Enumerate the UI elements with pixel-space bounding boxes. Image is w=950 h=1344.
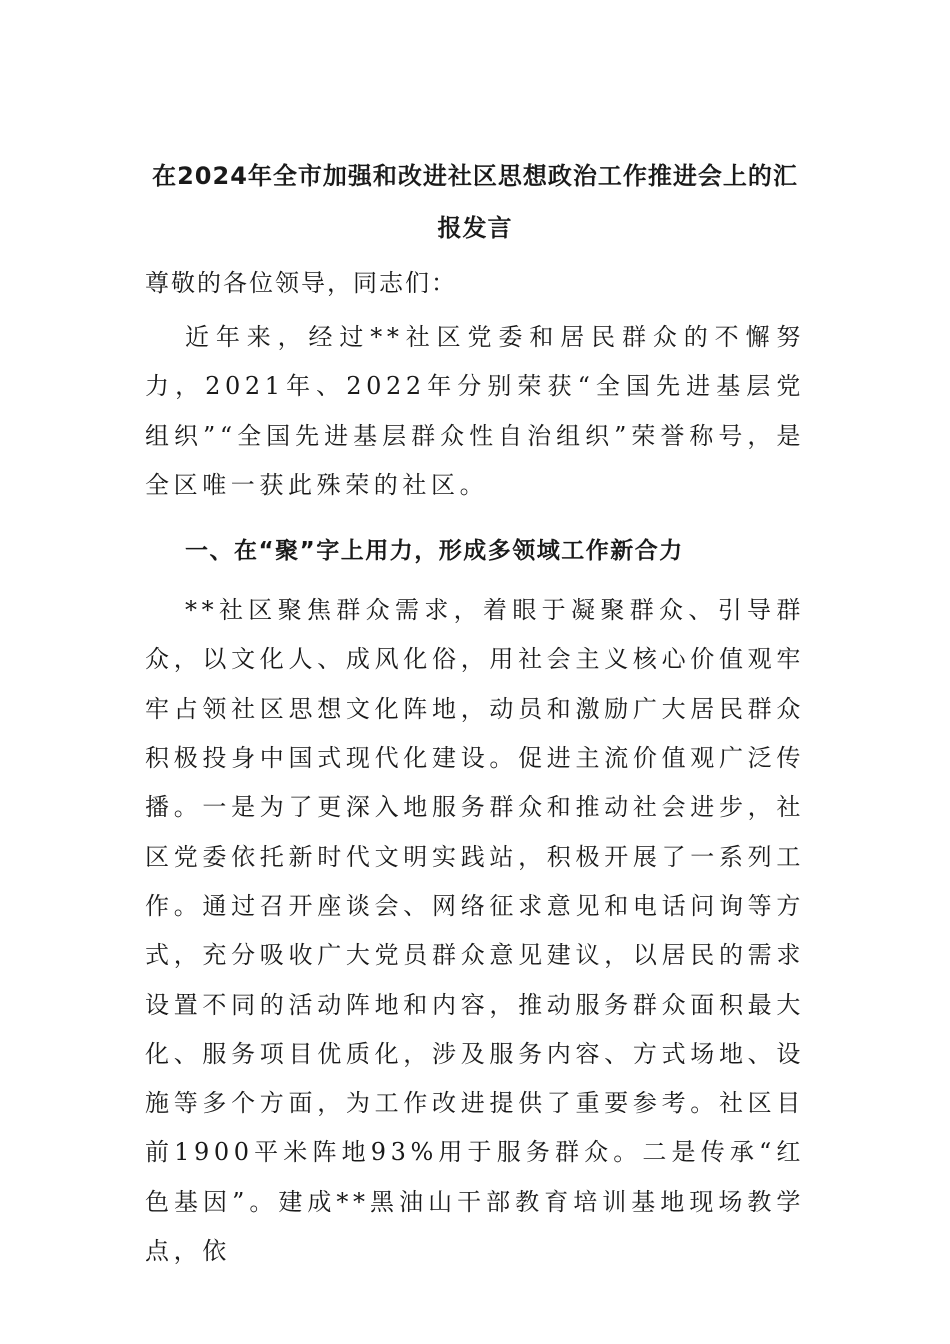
- body-paragraph: **社区聚焦群众需求，着眼于凝聚群众、引导群众，以文化人、成风化俗，用社会主义核心价值观牢牢占领社区思想文化阵地，动员和激励广大居民群众积极投身中国式现代化建设。促进主流价值观广泛传播。一是为了更深入地服务群众和推动社会进步，社区党委依托新时代文明实践站，积极开展了一系列工作。通过召开座谈会、网络征求意见和电话问询等方式，充分吸收广大党员群众意见建议，以居民的需求设置不同的活动阵地和内容，推动服务群众面积最大化、服务项目优质化，涉及服务内容、方式场地、设施等多个方面，为工作改进提供了重要参考。社区目前1900平米阵地93%用于服务群众。二是传承“红色基因”。建成**黑油山干部教育培训基地现场教学点，依: [145, 596, 805, 1266]
- document-title: 在2024年全市加强和改进社区思想政治工作推进会上的汇报发言: [152, 162, 798, 242]
- salutation: 尊敬的各位领导，同志们：: [145, 269, 457, 297]
- document-page: [145, 150, 805, 1276]
- intro-paragraph: 近年来，经过**社区党委和居民群众的不懈努力，2021年、2022年分别荣获“全国先进基层党组织”“全国先进基层群众性自治组织”荣誉称号，是全区唯一获此殊荣的社区。: [145, 323, 805, 499]
- section-heading: 一、在“聚”字上用力，形成多领域工作新合力: [185, 538, 684, 565]
